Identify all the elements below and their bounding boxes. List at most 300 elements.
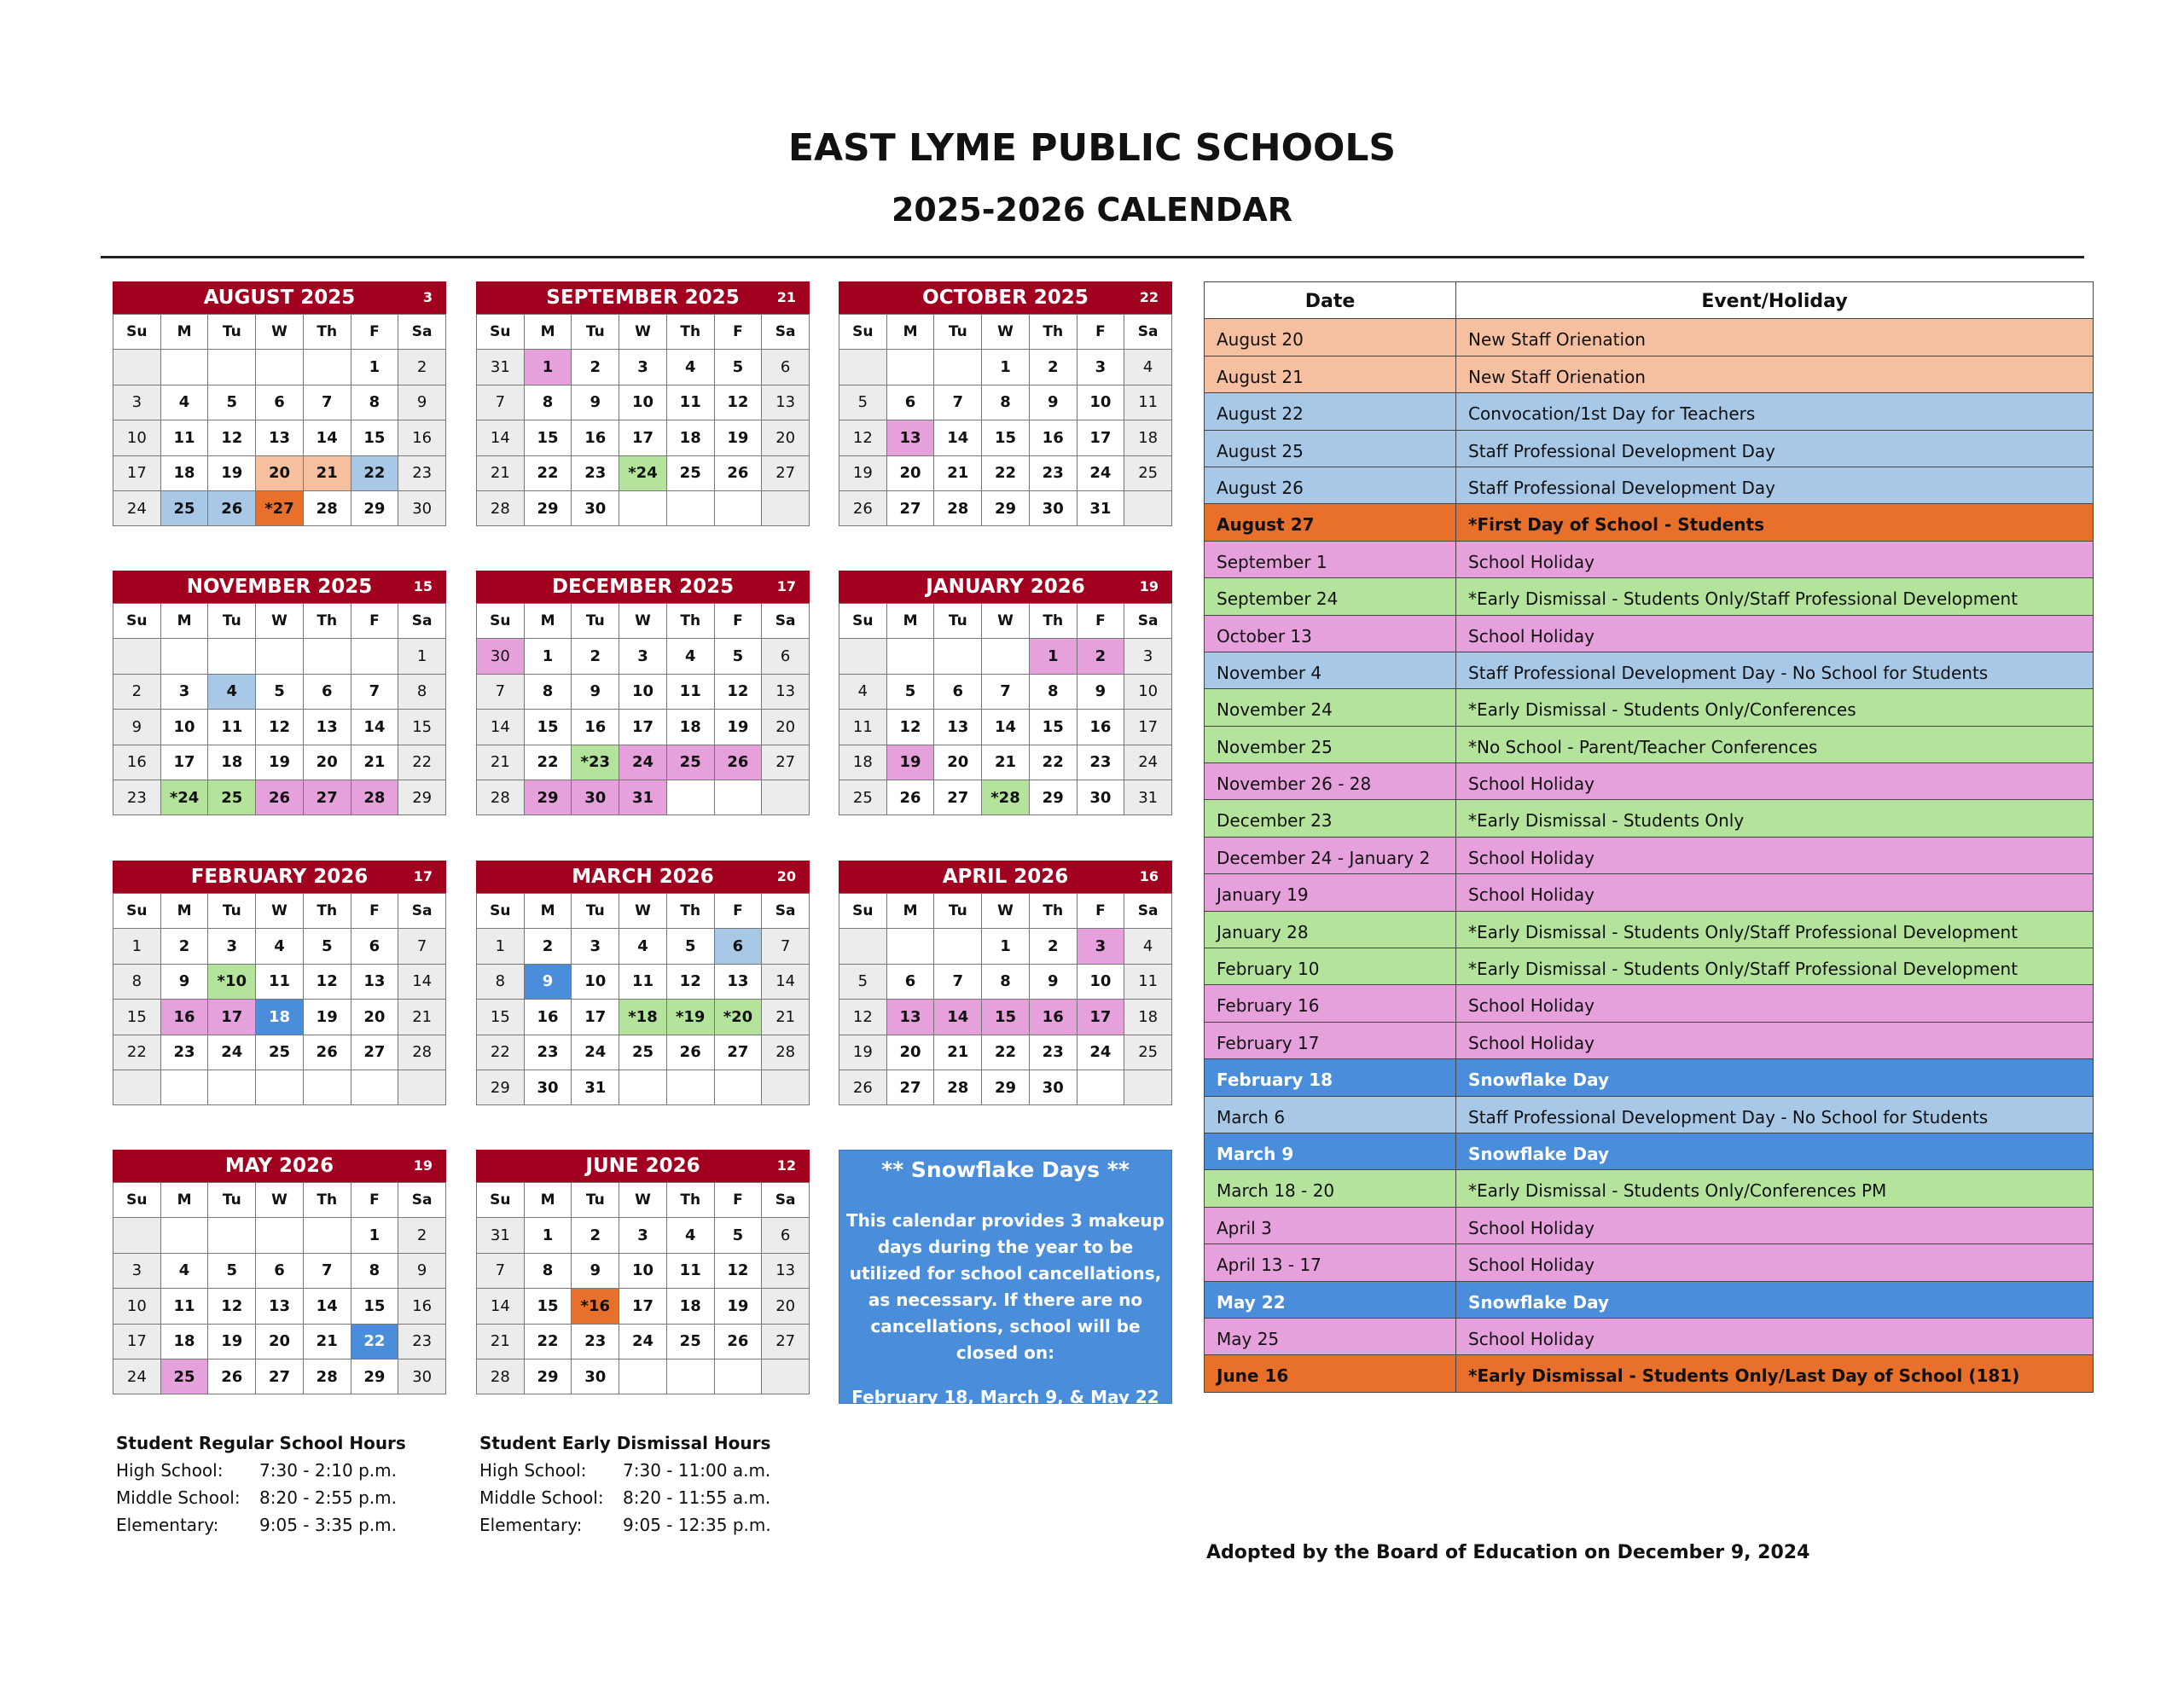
- day-cell: 15: [351, 420, 399, 455]
- day-cell: 2: [572, 1218, 619, 1253]
- day-cell: 8: [1030, 675, 1077, 710]
- day-cell: 5: [887, 675, 935, 710]
- weekday-header: W: [256, 1183, 304, 1218]
- event-date: November 26 - 28: [1205, 763, 1456, 799]
- weekday-header: Sa: [1124, 604, 1172, 639]
- day-cell: 14: [934, 1000, 982, 1035]
- day-cell: 4: [1124, 350, 1172, 385]
- empty-day-cell: [934, 350, 982, 385]
- day-cell: 10: [1077, 965, 1125, 1000]
- month-header: [113, 1150, 446, 1182]
- school-label: Middle School:: [479, 1487, 604, 1508]
- day-cell: 25: [208, 780, 256, 815]
- day-cell: 11: [1124, 965, 1172, 1000]
- day-cell: 24: [1077, 456, 1125, 491]
- day-cell: *20: [715, 1000, 763, 1035]
- day-cell: 3: [572, 929, 619, 964]
- adoption-note: Adopted by the Board of Education on December 9, 2024: [1206, 1542, 1810, 1563]
- day-cell: 9: [1077, 675, 1125, 710]
- day-cell: 18: [1124, 1000, 1172, 1035]
- weekday-header: M: [161, 604, 209, 639]
- day-cell: 30: [1030, 491, 1077, 526]
- day-cell: 8: [351, 386, 399, 420]
- weekday-header: Th: [304, 604, 351, 639]
- day-cell: 14: [304, 420, 351, 455]
- day-cell: 6: [887, 965, 935, 1000]
- event-date: August 27: [1205, 504, 1456, 540]
- weekday-header: Tu: [572, 1183, 619, 1218]
- day-cell: 28: [304, 1359, 351, 1394]
- day-cell: 9: [572, 386, 619, 420]
- day-cell: 20: [762, 1289, 810, 1324]
- day-cell: 10: [572, 965, 619, 1000]
- event-row: [1205, 763, 2093, 800]
- weekday-header: Sa: [398, 894, 446, 929]
- day-cell: 17: [208, 1000, 256, 1035]
- month-school-day-count: 3: [422, 289, 433, 305]
- day-cell: 14: [304, 1289, 351, 1324]
- empty-day-cell: [762, 1359, 810, 1394]
- day-cell: 24: [619, 1325, 667, 1359]
- weekday-header: Sa: [762, 1183, 810, 1218]
- day-cell: *28: [982, 780, 1030, 815]
- day-cell: 12: [304, 965, 351, 1000]
- day-cell: 22: [525, 456, 572, 491]
- school-time: 8:20 - 11:55 a.m.: [623, 1487, 771, 1508]
- day-cell: 20: [351, 1000, 399, 1035]
- empty-day-cell: [887, 639, 935, 674]
- day-cell: 26: [715, 1325, 763, 1359]
- day-cell: 23: [1030, 1035, 1077, 1070]
- month-school-day-count: 17: [776, 578, 796, 594]
- day-cell: 21: [934, 456, 982, 491]
- school-label: Elementary:: [479, 1515, 583, 1535]
- weekday-header: Th: [667, 1183, 715, 1218]
- weekday-header: W: [619, 894, 667, 929]
- weekday-header: M: [161, 894, 209, 929]
- event-date: August 26: [1205, 467, 1456, 503]
- day-cell: 25: [1124, 1035, 1172, 1070]
- day-cell: 23: [398, 1325, 446, 1359]
- weekday-header: M: [887, 894, 935, 929]
- day-cell: 10: [619, 1254, 667, 1289]
- empty-day-cell: [161, 1218, 209, 1253]
- event-row: [1205, 1170, 2093, 1207]
- day-cell: 29: [525, 491, 572, 526]
- empty-day-cell: [256, 1218, 304, 1253]
- weekday-header: M: [161, 315, 209, 350]
- regular-hours-row: [116, 1484, 406, 1511]
- school-time: 7:30 - 2:10 p.m.: [259, 1460, 398, 1481]
- day-cell: 4: [208, 675, 256, 710]
- day-cell: 28: [398, 1035, 446, 1070]
- event-date: September 1: [1205, 542, 1456, 577]
- day-cell: 2: [572, 639, 619, 674]
- empty-day-cell: [256, 1070, 304, 1105]
- weekday-header: Su: [839, 604, 887, 639]
- day-cell: 27: [762, 745, 810, 780]
- day-cell: 20: [304, 745, 351, 780]
- day-cell: 31: [1124, 780, 1172, 815]
- day-cell: 23: [572, 456, 619, 491]
- day-cell: 23: [525, 1035, 572, 1070]
- day-cell: 25: [1124, 456, 1172, 491]
- day-cell: 5: [715, 639, 763, 674]
- day-cell: 7: [982, 675, 1030, 710]
- day-cell: 30: [477, 639, 525, 674]
- empty-day-cell: [161, 639, 209, 674]
- empty-day-cell: [113, 1218, 161, 1253]
- day-cell: 16: [113, 745, 161, 780]
- day-cell: 6: [304, 675, 351, 710]
- day-cell: 2: [398, 1218, 446, 1253]
- event-row: [1205, 578, 2093, 615]
- weekday-header: Sa: [762, 315, 810, 350]
- day-cell: 4: [1124, 929, 1172, 964]
- page-title: EAST LYME PUBLIC SCHOOLS: [787, 126, 1397, 170]
- month-grid: [476, 893, 810, 1105]
- day-cell: 24: [208, 1035, 256, 1070]
- day-cell: 10: [113, 1289, 161, 1324]
- day-cell: 4: [667, 1218, 715, 1253]
- weekday-header: Sa: [1124, 894, 1172, 929]
- day-cell: 22: [525, 1325, 572, 1359]
- day-cell: 25: [256, 1035, 304, 1070]
- day-cell: 11: [161, 1289, 209, 1324]
- month-header: [839, 861, 1172, 893]
- day-cell: *24: [161, 780, 209, 815]
- snowflake-days-box: [839, 1150, 1172, 1407]
- day-cell: 23: [113, 780, 161, 815]
- day-cell: 22: [351, 456, 399, 491]
- day-cell: 17: [1124, 710, 1172, 745]
- day-cell: 19: [839, 1035, 887, 1070]
- day-cell: 21: [477, 456, 525, 491]
- day-cell: 6: [762, 350, 810, 385]
- event-date: May 22: [1205, 1282, 1456, 1318]
- day-cell: 12: [667, 965, 715, 1000]
- day-cell: 13: [887, 1000, 935, 1035]
- event-date: October 13: [1205, 616, 1456, 652]
- snowflake-dates: February 18, March 9, & May 22: [851, 1387, 1159, 1407]
- month-school-day-count: 22: [1139, 289, 1159, 305]
- early-hours-row: [479, 1484, 771, 1511]
- day-cell: 18: [667, 420, 715, 455]
- day-cell: 26: [839, 491, 887, 526]
- weekday-header: W: [982, 315, 1030, 350]
- day-cell: 28: [762, 1035, 810, 1070]
- event-row: [1205, 1355, 2093, 1391]
- day-cell: 22: [982, 456, 1030, 491]
- weekday-header: M: [887, 604, 935, 639]
- empty-day-cell: [161, 350, 209, 385]
- empty-day-cell: [667, 491, 715, 526]
- event-description: Staff Professional Development Day: [1468, 477, 1775, 498]
- regular-hours: [116, 1429, 406, 1539]
- day-cell: 14: [477, 710, 525, 745]
- empty-day-cell: [715, 1070, 763, 1105]
- day-cell: 3: [1077, 350, 1125, 385]
- weekday-header: F: [351, 315, 399, 350]
- empty-day-cell: [304, 350, 351, 385]
- weekday-header: Tu: [572, 894, 619, 929]
- weekday-header: W: [619, 1183, 667, 1218]
- day-cell: 13: [934, 710, 982, 745]
- day-cell: 29: [982, 491, 1030, 526]
- event-row: [1205, 1023, 2093, 1059]
- month-name: MARCH 2026: [572, 866, 714, 888]
- day-cell: 9: [1030, 386, 1077, 420]
- day-cell: 11: [619, 965, 667, 1000]
- day-cell: 5: [839, 965, 887, 1000]
- event-date: March 6: [1205, 1097, 1456, 1133]
- day-cell: 26: [839, 1070, 887, 1105]
- weekday-header: Su: [113, 894, 161, 929]
- day-cell: 6: [351, 929, 399, 964]
- day-cell: 31: [477, 350, 525, 385]
- events-table: [1204, 281, 2094, 1393]
- weekday-header: Su: [839, 315, 887, 350]
- event-description: School Holiday: [1468, 884, 1594, 906]
- day-cell: 27: [304, 780, 351, 815]
- day-cell: 15: [1030, 710, 1077, 745]
- day-cell: 12: [208, 1289, 256, 1324]
- month-header: [476, 1150, 810, 1182]
- empty-day-cell: [839, 639, 887, 674]
- day-cell: 5: [715, 1218, 763, 1253]
- snowflake-description: This calendar provides 3 makeup days during the year to be utilized for school cancellations, as necessary. If there are no cancellations, school will be closed on:: [846, 1210, 1165, 1363]
- event-date: February 17: [1205, 1023, 1456, 1058]
- event-description: School Holiday: [1468, 1255, 1594, 1276]
- weekday-header: M: [525, 315, 572, 350]
- day-cell: 5: [304, 929, 351, 964]
- day-cell: 21: [351, 745, 399, 780]
- month-name: MAY 2026: [224, 1155, 334, 1177]
- event-date: February 10: [1205, 948, 1456, 984]
- event-date: September 24: [1205, 578, 1456, 614]
- event-date: April 3: [1205, 1208, 1456, 1244]
- day-cell: 18: [839, 745, 887, 780]
- day-cell: 5: [208, 1254, 256, 1289]
- day-cell: 19: [839, 456, 887, 491]
- day-cell: 13: [762, 1254, 810, 1289]
- day-cell: 21: [762, 1000, 810, 1035]
- day-cell: 8: [982, 965, 1030, 1000]
- empty-day-cell: [1077, 1070, 1125, 1105]
- day-cell: 21: [398, 1000, 446, 1035]
- day-cell: 18: [256, 1000, 304, 1035]
- empty-day-cell: [208, 1070, 256, 1105]
- event-description: New Staff Orienation: [1468, 366, 1646, 387]
- event-date: August 22: [1205, 393, 1456, 429]
- empty-day-cell: [304, 1218, 351, 1253]
- weekday-header: Sa: [762, 604, 810, 639]
- weekday-header: F: [1077, 604, 1125, 639]
- day-cell: 28: [477, 1359, 525, 1394]
- day-cell: 22: [525, 745, 572, 780]
- day-cell: 26: [208, 491, 256, 526]
- day-cell: 17: [161, 745, 209, 780]
- weekday-header: Su: [113, 315, 161, 350]
- school-label: Middle School:: [116, 1487, 241, 1508]
- weekday-header: Tu: [572, 315, 619, 350]
- month-school-day-count: 19: [413, 1157, 433, 1174]
- event-description: *First Day of School - Students: [1468, 514, 1765, 536]
- event-row: [1205, 1059, 2093, 1096]
- day-cell: 26: [715, 456, 763, 491]
- empty-day-cell: [113, 639, 161, 674]
- month-calendar: [113, 1150, 446, 1406]
- day-cell: 27: [887, 491, 935, 526]
- event-date: November 24: [1205, 689, 1456, 725]
- day-cell: 4: [161, 1254, 209, 1289]
- weekday-header: Tu: [208, 1183, 256, 1218]
- event-description: Staff Professional Development Day - No School for Students: [1468, 662, 1989, 683]
- day-cell: 10: [619, 386, 667, 420]
- event-description: School Holiday: [1468, 1217, 1594, 1238]
- day-cell: 23: [161, 1035, 209, 1070]
- day-cell: 10: [113, 420, 161, 455]
- event-date: January 28: [1205, 912, 1456, 948]
- month-header: [113, 571, 446, 603]
- day-cell: 1: [113, 929, 161, 964]
- day-cell: 22: [351, 1325, 399, 1359]
- day-cell: 12: [839, 1000, 887, 1035]
- day-cell: 9: [113, 710, 161, 745]
- day-cell: *27: [256, 491, 304, 526]
- event-description: Staff Professional Development Day - No School for Students: [1468, 1106, 1989, 1128]
- day-cell: 15: [525, 1289, 572, 1324]
- day-cell: 13: [351, 965, 399, 1000]
- day-cell: 14: [934, 420, 982, 455]
- day-cell: 7: [351, 675, 399, 710]
- event-description: *Early Dismissal - Students Only/Staff Professional Development: [1468, 959, 2018, 980]
- event-description: *Early Dismissal - Students Only/Last Day of School (181): [1468, 1365, 2020, 1387]
- day-cell: 31: [572, 1070, 619, 1105]
- month-header: [476, 281, 810, 314]
- early-hours-title: Student Early Dismissal Hours: [479, 1433, 771, 1453]
- day-cell: 2: [398, 350, 446, 385]
- empty-day-cell: [113, 1070, 161, 1105]
- day-cell: 28: [477, 780, 525, 815]
- day-cell: 19: [208, 1325, 256, 1359]
- day-cell: 2: [1077, 639, 1125, 674]
- month-name: SEPTEMBER 2025: [546, 287, 740, 309]
- event-row: [1205, 1097, 2093, 1133]
- month-name: DECEMBER 2025: [551, 576, 735, 598]
- day-cell: 4: [839, 675, 887, 710]
- day-cell: 1: [525, 1218, 572, 1253]
- day-cell: 21: [304, 1325, 351, 1359]
- month-calendar: [476, 861, 810, 1116]
- day-cell: 13: [762, 386, 810, 420]
- day-cell: 12: [715, 1254, 763, 1289]
- day-cell: 1: [525, 350, 572, 385]
- month-calendar: [839, 571, 1172, 826]
- event-row: [1205, 1208, 2093, 1244]
- day-cell: 11: [667, 386, 715, 420]
- day-cell: 28: [304, 491, 351, 526]
- day-cell: 6: [762, 639, 810, 674]
- day-cell: 31: [477, 1218, 525, 1253]
- day-cell: 14: [351, 710, 399, 745]
- event-description: Staff Professional Development Day: [1468, 440, 1775, 461]
- day-cell: 7: [304, 386, 351, 420]
- day-cell: 3: [1077, 929, 1125, 964]
- day-cell: 30: [398, 1359, 446, 1394]
- day-cell: 30: [572, 491, 619, 526]
- day-cell: 18: [667, 1289, 715, 1324]
- day-cell: 10: [1124, 675, 1172, 710]
- event-date: April 13 - 17: [1205, 1244, 1456, 1280]
- event-description: *Early Dismissal - Students Only/Conferences: [1468, 699, 1856, 721]
- day-cell: 7: [934, 386, 982, 420]
- day-cell: 4: [667, 350, 715, 385]
- day-cell: 17: [572, 1000, 619, 1035]
- event-date: August 21: [1205, 357, 1456, 392]
- day-cell: *23: [572, 745, 619, 780]
- day-cell: 11: [667, 1254, 715, 1289]
- day-cell: 2: [161, 929, 209, 964]
- event-description: New Staff Orienation: [1468, 329, 1646, 351]
- day-cell: 19: [887, 745, 935, 780]
- event-row: [1205, 838, 2093, 874]
- day-cell: 6: [934, 675, 982, 710]
- day-cell: 16: [572, 710, 619, 745]
- weekday-header: Su: [477, 604, 525, 639]
- day-cell: 6: [887, 386, 935, 420]
- day-cell: 1: [351, 350, 399, 385]
- event-date: May 25: [1205, 1319, 1456, 1354]
- weekday-header: Sa: [398, 604, 446, 639]
- month-name: JUNE 2026: [585, 1155, 700, 1177]
- day-cell: 4: [161, 386, 209, 420]
- day-cell: 17: [619, 420, 667, 455]
- weekday-header: M: [161, 1183, 209, 1218]
- day-cell: 28: [351, 780, 399, 815]
- day-cell: 11: [161, 420, 209, 455]
- weekday-header: Tu: [934, 315, 982, 350]
- day-cell: 24: [572, 1035, 619, 1070]
- day-cell: 30: [572, 780, 619, 815]
- event-date: August 25: [1205, 431, 1456, 467]
- events-header-row: [1205, 282, 2093, 319]
- school-label: High School:: [479, 1460, 587, 1481]
- day-cell: 15: [351, 1289, 399, 1324]
- day-cell: 19: [715, 420, 763, 455]
- weekday-header: Tu: [572, 604, 619, 639]
- day-cell: 13: [887, 420, 935, 455]
- event-row: [1205, 985, 2093, 1022]
- event-description: School Holiday: [1468, 1328, 1594, 1349]
- day-cell: 25: [619, 1035, 667, 1070]
- day-cell: 27: [715, 1035, 763, 1070]
- event-description: School Holiday: [1468, 551, 1594, 572]
- day-cell: *19: [667, 1000, 715, 1035]
- event-row: [1205, 1133, 2093, 1170]
- empty-day-cell: [619, 1359, 667, 1394]
- school-label: High School:: [116, 1460, 224, 1481]
- day-cell: 12: [256, 710, 304, 745]
- event-date: August 20: [1205, 319, 1456, 355]
- weekday-header: F: [351, 894, 399, 929]
- day-cell: 9: [525, 965, 572, 1000]
- day-cell: 17: [619, 1289, 667, 1324]
- weekday-header: Tu: [208, 604, 256, 639]
- day-cell: 15: [982, 420, 1030, 455]
- weekday-header: Tu: [208, 315, 256, 350]
- day-cell: 30: [1030, 1070, 1077, 1105]
